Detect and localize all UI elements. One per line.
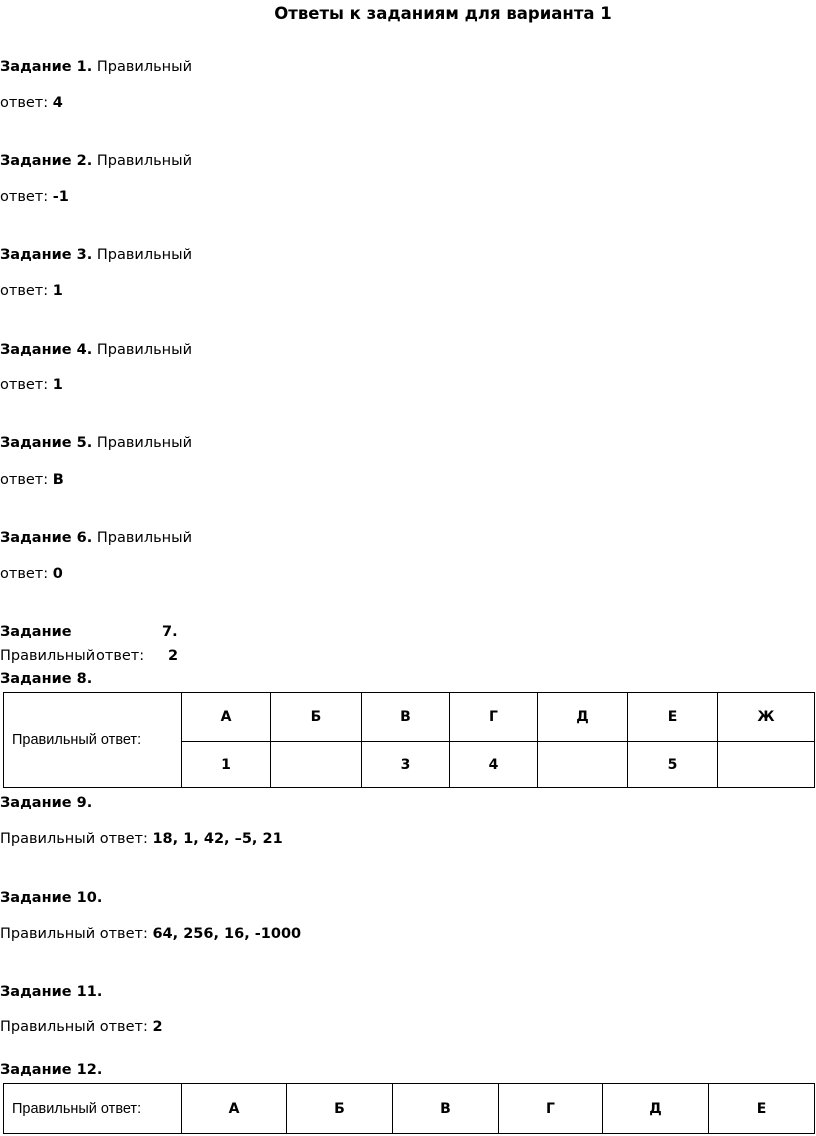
task-8-value-g: 4 bbox=[450, 742, 538, 788]
task-5-label: Задание 5. Правильный bbox=[0, 435, 192, 451]
task-8-value-a: 1 bbox=[182, 742, 271, 788]
task-7-text-2: ответ: bbox=[96, 648, 145, 664]
task-8-header-d: Д bbox=[538, 693, 628, 742]
task-6-label: Задание 6. Правильный bbox=[0, 530, 192, 546]
task-10-label: Задание 10. bbox=[0, 890, 103, 906]
task-11-label: Задание 11. bbox=[0, 984, 103, 1000]
task-3-answer: ответ: 1 bbox=[0, 283, 63, 299]
task-7-number: 7. bbox=[162, 624, 178, 640]
task-8-row-label: Правильный ответ: bbox=[4, 693, 182, 788]
task-12-header-e: Е bbox=[709, 1084, 815, 1134]
task-7-text-1: Правильный bbox=[0, 648, 96, 664]
task-1-label: Задание 1. Правильный bbox=[0, 59, 192, 75]
task-8-answer-table bbox=[3, 692, 815, 788]
task-6-answer: ответ: 0 bbox=[0, 566, 63, 582]
task-12-answer-table bbox=[3, 1083, 815, 1134]
task-12-header-b: Б bbox=[287, 1084, 393, 1134]
task-8-header-g: Г bbox=[450, 693, 538, 742]
task-9-answer: Правильный ответ: 18, 1, 42, –5, 21 bbox=[0, 831, 283, 847]
task-12-header-d: Д bbox=[603, 1084, 709, 1134]
page-title: Ответы к заданиям для варианта 1 bbox=[274, 4, 612, 23]
task-8-value-v: 3 bbox=[362, 742, 450, 788]
task-8-value-e: 5 bbox=[628, 742, 718, 788]
task-12-row-label: Правильный ответ: bbox=[4, 1084, 182, 1134]
task-5-answer: ответ: В bbox=[0, 472, 64, 488]
task-12-label: Задание 12. bbox=[0, 1062, 103, 1078]
task-9-label: Задание 9. bbox=[0, 795, 93, 811]
task-8-header-zh: Ж bbox=[718, 693, 815, 742]
task-8-value-d bbox=[538, 742, 628, 788]
task-12-header-a: А bbox=[182, 1084, 287, 1134]
task-1-answer: ответ: 4 bbox=[0, 95, 63, 111]
task-11-answer: Правильный ответ: 2 bbox=[0, 1019, 163, 1035]
task-2-answer: ответ: -1 bbox=[0, 189, 69, 205]
task-8-header-a: А bbox=[182, 693, 271, 742]
task-8-value-zh bbox=[718, 742, 815, 788]
task-4-answer: ответ: 1 bbox=[0, 377, 63, 393]
task-3-label: Задание 3. Правильный bbox=[0, 247, 192, 263]
task-8-header-b: Б bbox=[271, 693, 362, 742]
task-10-answer: Правильный ответ: 64, 256, 16, -1000 bbox=[0, 926, 302, 942]
task-8-header-v: В bbox=[362, 693, 450, 742]
task-2-label: Задание 2. Правильный bbox=[0, 153, 192, 169]
task-8-header-e: Е bbox=[628, 693, 718, 742]
task-12-header-v: В bbox=[393, 1084, 499, 1134]
task-8-label: Задание 8. bbox=[0, 671, 93, 687]
task-4-label: Задание 4. Правильный bbox=[0, 342, 192, 358]
task-12-header-g: Г bbox=[499, 1084, 603, 1134]
task-7-word: Задание bbox=[0, 624, 72, 640]
task-7-answer: 2 bbox=[168, 648, 179, 664]
task-8-value-b bbox=[271, 742, 362, 788]
